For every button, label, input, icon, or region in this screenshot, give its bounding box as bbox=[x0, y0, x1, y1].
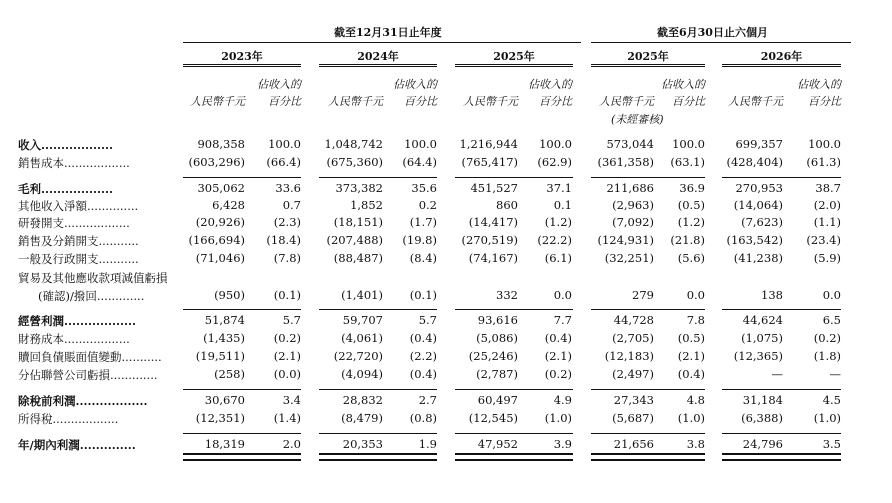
subtotal-rule bbox=[722, 389, 841, 390]
subtotal-rule bbox=[722, 433, 841, 434]
pct-cell: (1.8) bbox=[813, 349, 841, 363]
annual-header-rule bbox=[183, 42, 581, 43]
amount-cell: (765,417) bbox=[461, 155, 518, 169]
amount-cell: (5,687) bbox=[612, 411, 654, 425]
pct-cell: 7.8 bbox=[686, 313, 705, 327]
pct-col-header-line1: 佔收入的 bbox=[797, 78, 841, 91]
amount-cell: 1,048,742 bbox=[324, 137, 383, 151]
amount-cell: 373,382 bbox=[335, 181, 383, 195]
amount-cell: (1,435) bbox=[203, 331, 245, 345]
pct-cell: 100.0 bbox=[539, 137, 572, 151]
pct-cell: 0.1 bbox=[553, 198, 572, 212]
total-double-rule-top bbox=[319, 453, 437, 455]
year-header: 2026年 bbox=[760, 50, 803, 63]
pct-cell: 2.0 bbox=[282, 437, 301, 451]
pct-cell: (1.0) bbox=[544, 411, 572, 425]
pct-cell: (0.4) bbox=[409, 331, 437, 345]
subtotal-rule bbox=[591, 389, 705, 390]
row-label: 除稅前利潤.................. bbox=[18, 394, 148, 408]
pct-cell: 0.0 bbox=[822, 288, 841, 302]
pct-cell: (0.4) bbox=[677, 367, 705, 381]
amount-cell: 573,044 bbox=[606, 137, 654, 151]
subtotal-rule bbox=[455, 389, 573, 390]
pct-cell: (1.2) bbox=[544, 215, 572, 229]
amount-cell: (12,351) bbox=[195, 411, 245, 425]
pct-cell: 0.0 bbox=[686, 288, 705, 302]
amount-cell: (270,519) bbox=[461, 233, 518, 247]
pct-cell: (0.0) bbox=[273, 367, 301, 381]
total-double-rule-top bbox=[455, 453, 573, 455]
amount-cell: — bbox=[771, 367, 783, 381]
row-label: 收入.................. bbox=[18, 138, 114, 152]
pct-cell: 0.7 bbox=[282, 198, 301, 212]
pct-cell: 6.5 bbox=[822, 313, 841, 327]
total-double-rule-bottom bbox=[455, 459, 573, 461]
pct-col-header-line1: 佔收入的 bbox=[528, 78, 572, 91]
amount-cell: (41,238) bbox=[733, 251, 783, 265]
subtotal-rule bbox=[591, 177, 705, 178]
pct-cell: (1.0) bbox=[813, 411, 841, 425]
pct-cell: 0.2 bbox=[418, 198, 437, 212]
row-label: 研發開支.................. bbox=[18, 216, 130, 230]
year-header: 2025年 bbox=[493, 50, 535, 63]
amount-cell: 31,184 bbox=[742, 393, 783, 407]
amount-cell: (18,151) bbox=[333, 215, 383, 229]
pct-cell: (23.4) bbox=[806, 233, 841, 247]
amount-cell: 24,796 bbox=[742, 437, 783, 451]
amount-cell: 860 bbox=[496, 198, 518, 212]
row-label: 分佔聯營公司虧損............. bbox=[18, 368, 158, 382]
row-label: 銷售成本.................. bbox=[18, 156, 130, 170]
pct-col-header-line1: 佔收入的 bbox=[661, 78, 705, 91]
row-label: (確認)/撥回............. bbox=[38, 289, 145, 303]
pct-cell: (8.4) bbox=[409, 251, 437, 265]
amount-cell: 305,062 bbox=[197, 181, 245, 195]
amount-cell: (22,720) bbox=[333, 349, 383, 363]
row-label: 毛利.................. bbox=[18, 182, 114, 196]
amount-cell: (1,075) bbox=[741, 331, 783, 345]
pct-cell: 100.0 bbox=[672, 137, 705, 151]
pct-cell: 4.9 bbox=[553, 393, 572, 407]
pct-cell: (1.0) bbox=[677, 411, 705, 425]
amount-cell: 138 bbox=[761, 288, 783, 302]
row-label: 貿易及其他應收款項減值虧損 bbox=[18, 271, 168, 285]
amount-cell: (7,092) bbox=[612, 215, 654, 229]
year-rule bbox=[455, 64, 573, 65]
pct-cell: (66.4) bbox=[266, 155, 301, 169]
amount-cell: 47,952 bbox=[477, 437, 518, 451]
pct-cell: (2.1) bbox=[544, 349, 572, 363]
amount-cell: 59,707 bbox=[342, 313, 383, 327]
amount-cell: (163,542) bbox=[726, 233, 783, 247]
year-rule-double bbox=[722, 66, 841, 67]
amount-cell: 93,616 bbox=[477, 313, 518, 327]
year-rule bbox=[319, 64, 437, 65]
year-rule-double bbox=[319, 66, 437, 67]
pct-cell: (2.2) bbox=[409, 349, 437, 363]
amount-cell: (5,086) bbox=[476, 331, 518, 345]
pct-cell: (2.1) bbox=[273, 349, 301, 363]
amount-col-header: 人民幣千元 bbox=[728, 95, 783, 108]
amount-cell: 27,343 bbox=[613, 393, 654, 407]
total-double-rule-top bbox=[183, 453, 301, 455]
pct-cell: (1.4) bbox=[273, 411, 301, 425]
amount-cell: (32,251) bbox=[604, 251, 654, 265]
row-label: 一般及行政開支........... bbox=[18, 252, 139, 266]
year-rule bbox=[722, 64, 841, 65]
amount-cell: 1,216,944 bbox=[459, 137, 518, 151]
amount-cell: 6,428 bbox=[212, 198, 245, 212]
amount-cell: (207,488) bbox=[326, 233, 383, 247]
pct-cell: 3.4 bbox=[282, 393, 301, 407]
subtotal-rule bbox=[183, 389, 301, 390]
amount-col-header: 人民幣千元 bbox=[463, 95, 518, 108]
subtotal-rule bbox=[319, 309, 437, 310]
pct-cell: (21.8) bbox=[670, 233, 705, 247]
half-year-period-header: 截至6月30日止六個月 bbox=[657, 26, 768, 39]
half-header-rule bbox=[591, 42, 851, 43]
pct-col-header-line1: 佔收入的 bbox=[257, 78, 301, 91]
amount-cell: 211,686 bbox=[606, 181, 654, 195]
amount-col-header: 人民幣千元 bbox=[190, 95, 245, 108]
amount-cell: 908,358 bbox=[197, 137, 245, 151]
pct-cell: (1.2) bbox=[677, 215, 705, 229]
amount-cell: 279 bbox=[632, 288, 654, 302]
amount-cell: (7,623) bbox=[741, 215, 783, 229]
subtotal-rule bbox=[722, 177, 841, 178]
amount-cell: (14,064) bbox=[733, 198, 783, 212]
amount-cell: (6,388) bbox=[741, 411, 783, 425]
pct-cell: 2.7 bbox=[418, 393, 437, 407]
pct-cell: 0.0 bbox=[553, 288, 572, 302]
amount-cell: 60,497 bbox=[477, 393, 518, 407]
unaudited-note: (未經審核) bbox=[611, 113, 664, 126]
pct-cell: 5.7 bbox=[418, 313, 437, 327]
amount-cell: (4,061) bbox=[341, 331, 383, 345]
pct-cell: 7.7 bbox=[553, 313, 572, 327]
subtotal-rule bbox=[319, 389, 437, 390]
pct-cell: (61.3) bbox=[806, 155, 841, 169]
amount-cell: 28,832 bbox=[342, 393, 383, 407]
amount-cell: (4,094) bbox=[341, 367, 383, 381]
total-double-rule-top bbox=[722, 453, 841, 455]
year-rule-double bbox=[591, 66, 705, 67]
pct-cell: 100.0 bbox=[808, 137, 841, 151]
pct-cell: (0.5) bbox=[677, 331, 705, 345]
amount-cell: (124,931) bbox=[597, 233, 654, 247]
pct-cell: (62.9) bbox=[537, 155, 572, 169]
pct-cell: 4.5 bbox=[822, 393, 841, 407]
subtotal-rule bbox=[722, 309, 841, 310]
pct-col-header-line2: 百分比 bbox=[268, 95, 301, 108]
amount-cell: 30,670 bbox=[204, 393, 245, 407]
subtotal-rule bbox=[319, 177, 437, 178]
pct-cell: 3.9 bbox=[553, 437, 572, 451]
row-label: 所得稅.................. bbox=[18, 412, 119, 426]
total-double-rule-bottom bbox=[591, 459, 705, 461]
pct-cell: (0.2) bbox=[813, 331, 841, 345]
amount-cell: (12,545) bbox=[468, 411, 518, 425]
pct-cell: (1.7) bbox=[409, 215, 437, 229]
amount-cell: 21,656 bbox=[613, 437, 654, 451]
pct-cell: (63.1) bbox=[670, 155, 705, 169]
subtotal-rule bbox=[319, 433, 437, 434]
amount-cell: 332 bbox=[496, 288, 518, 302]
pct-col-header-line1: 佔收入的 bbox=[393, 78, 437, 91]
amount-cell: 1,852 bbox=[350, 198, 383, 212]
pct-cell: 100.0 bbox=[404, 137, 437, 151]
year-rule bbox=[591, 64, 705, 65]
amount-cell: (361,358) bbox=[597, 155, 654, 169]
pct-cell: (6.1) bbox=[544, 251, 572, 265]
total-double-rule-bottom bbox=[722, 459, 841, 461]
subtotal-rule bbox=[183, 309, 301, 310]
subtotal-rule bbox=[591, 433, 705, 434]
subtotal-rule bbox=[455, 433, 573, 434]
subtotal-rule bbox=[183, 433, 301, 434]
amount-cell: (166,694) bbox=[188, 233, 245, 247]
amount-cell: 51,874 bbox=[204, 313, 245, 327]
pct-cell: 3.8 bbox=[686, 437, 705, 451]
amount-cell: (25,246) bbox=[468, 349, 518, 363]
row-label: 經營利潤.................. bbox=[18, 314, 137, 328]
pct-cell: (19.8) bbox=[402, 233, 437, 247]
pct-cell: 100.0 bbox=[268, 137, 301, 151]
pct-cell: 33.6 bbox=[275, 181, 301, 195]
year-rule bbox=[183, 64, 301, 65]
year-header: 2023年 bbox=[221, 50, 263, 63]
pct-cell: (2.1) bbox=[677, 349, 705, 363]
amount-cell: 20,353 bbox=[342, 437, 383, 451]
amount-cell: (14,417) bbox=[468, 215, 518, 229]
pct-col-header-line2: 百分比 bbox=[808, 95, 841, 108]
pct-cell: — bbox=[829, 367, 841, 381]
amount-cell: (258) bbox=[214, 367, 245, 381]
pct-cell: 38.7 bbox=[815, 181, 841, 195]
pct-cell: (0.8) bbox=[409, 411, 437, 425]
annual-period-header: 截至12月31日止年度 bbox=[334, 26, 442, 39]
amount-cell: 44,728 bbox=[613, 313, 654, 327]
pct-cell: (5.6) bbox=[677, 251, 705, 265]
pct-cell: 5.7 bbox=[282, 313, 301, 327]
amount-cell: 270,953 bbox=[735, 181, 783, 195]
pct-cell: (0.5) bbox=[677, 198, 705, 212]
year-rule-double bbox=[455, 66, 573, 67]
amount-cell: (2,787) bbox=[476, 367, 518, 381]
pct-cell: (0.1) bbox=[273, 288, 301, 302]
amount-col-header: 人民幣千元 bbox=[328, 95, 383, 108]
pct-cell: 4.8 bbox=[686, 393, 705, 407]
amount-cell: (88,487) bbox=[333, 251, 383, 265]
amount-cell: 18,319 bbox=[204, 437, 245, 451]
pct-cell: (64.4) bbox=[402, 155, 437, 169]
subtotal-rule bbox=[183, 177, 301, 178]
amount-cell: (2,497) bbox=[612, 367, 654, 381]
pct-cell: (0.1) bbox=[409, 288, 437, 302]
pct-cell: 36.9 bbox=[679, 181, 705, 195]
row-label: 銷售及分銷開支........... bbox=[18, 234, 139, 248]
row-label: 年/期內利潤.............. bbox=[18, 438, 136, 452]
pct-cell: (18.4) bbox=[266, 233, 301, 247]
pct-cell: (22.2) bbox=[537, 233, 572, 247]
pct-col-header-line2: 百分比 bbox=[672, 95, 705, 108]
amount-col-header: 人民幣千元 bbox=[599, 95, 654, 108]
amount-cell: (74,167) bbox=[468, 251, 518, 265]
pct-cell: 3.5 bbox=[822, 437, 841, 451]
amount-cell: (1,401) bbox=[341, 288, 383, 302]
amount-cell: (2,963) bbox=[612, 198, 654, 212]
amount-cell: 44,624 bbox=[742, 313, 783, 327]
year-rule-double bbox=[183, 66, 301, 67]
subtotal-rule bbox=[455, 309, 573, 310]
pct-cell: 35.6 bbox=[411, 181, 437, 195]
subtotal-rule bbox=[455, 177, 573, 178]
pct-cell: (2.0) bbox=[813, 198, 841, 212]
total-double-rule-bottom bbox=[319, 459, 437, 461]
pct-cell: (7.8) bbox=[273, 251, 301, 265]
pct-col-header-line2: 百分比 bbox=[539, 95, 572, 108]
total-double-rule-bottom bbox=[183, 459, 301, 461]
amount-cell: (2,705) bbox=[612, 331, 654, 345]
amount-cell: (603,296) bbox=[188, 155, 245, 169]
row-label: 財務成本.................. bbox=[18, 332, 130, 346]
pct-cell: (5.9) bbox=[813, 251, 841, 265]
amount-cell: 451,527 bbox=[470, 181, 518, 195]
row-label: 贖回負債賬面值變動........... bbox=[18, 350, 162, 364]
amount-cell: (12,183) bbox=[604, 349, 654, 363]
pct-cell: (0.4) bbox=[409, 367, 437, 381]
pct-cell: (0.2) bbox=[544, 367, 572, 381]
row-label: 其他收入淨額.............. bbox=[18, 199, 139, 213]
pct-cell: (0.4) bbox=[544, 331, 572, 345]
pct-cell: 1.9 bbox=[418, 437, 437, 451]
amount-cell: (20,926) bbox=[195, 215, 245, 229]
amount-cell: (71,046) bbox=[195, 251, 245, 265]
amount-cell: (8,479) bbox=[341, 411, 383, 425]
year-header: 2025年 bbox=[627, 50, 669, 63]
amount-cell: (950) bbox=[214, 288, 245, 302]
year-header: 2024年 bbox=[357, 50, 399, 63]
amount-cell: (675,360) bbox=[326, 155, 383, 169]
amount-cell: 699,357 bbox=[735, 137, 783, 151]
pct-cell: (1.1) bbox=[813, 215, 841, 229]
pct-cell: (0.2) bbox=[273, 331, 301, 345]
pct-col-header-line2: 百分比 bbox=[404, 95, 437, 108]
amount-cell: (428,404) bbox=[726, 155, 783, 169]
subtotal-rule bbox=[591, 309, 705, 310]
pct-cell: 37.1 bbox=[546, 181, 572, 195]
pct-cell: (2.3) bbox=[273, 215, 301, 229]
amount-cell: (19,511) bbox=[195, 349, 245, 363]
total-double-rule-top bbox=[591, 453, 705, 455]
amount-cell: (12,365) bbox=[733, 349, 783, 363]
